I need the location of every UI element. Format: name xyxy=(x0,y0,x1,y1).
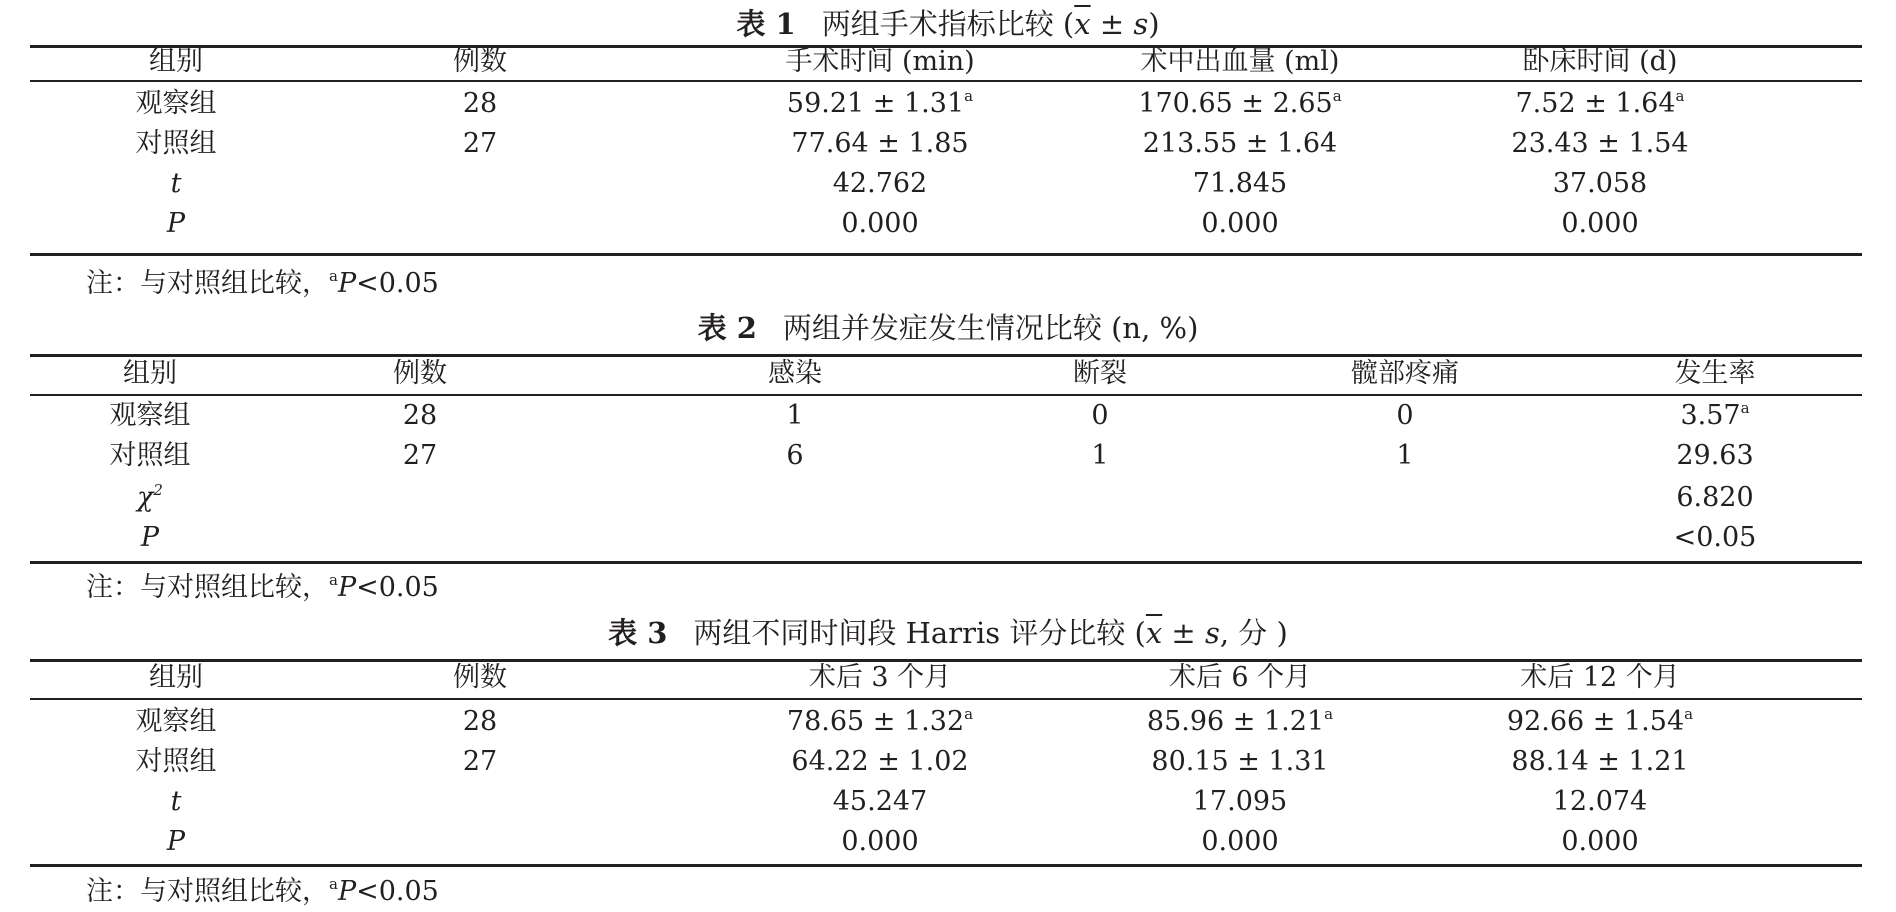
table2-cell-n: 27 xyxy=(402,440,438,471)
table3-caption xyxy=(0,615,1896,651)
table2-cell-c4 xyxy=(1630,518,1800,558)
significance-mark: a xyxy=(964,705,974,723)
table2-cell-group xyxy=(80,478,220,518)
table1-value: 37.058 xyxy=(1552,168,1648,199)
table1-value: 42.762 xyxy=(832,168,928,199)
table3-row xyxy=(30,702,1862,742)
table3-value: 88.14 ± 1.21 xyxy=(1511,746,1689,777)
table1-cell-n xyxy=(420,164,540,204)
table3-cell-n: 28 xyxy=(462,706,498,737)
table2-cell-c2: 1 xyxy=(1091,440,1109,471)
table3-value: 0.000 xyxy=(1201,826,1279,857)
table3-cell-c2 xyxy=(1070,822,1410,862)
table1-value: 213.55 ± 1.64 xyxy=(1142,128,1338,159)
table1-cell-c2 xyxy=(1070,124,1410,164)
table2-cell-c2: 0 xyxy=(1091,400,1109,431)
table3-row xyxy=(30,742,1862,782)
table2-value: <0.05 xyxy=(1673,522,1757,553)
table2-cell-c1 xyxy=(730,518,860,558)
table2-row xyxy=(30,396,1862,436)
table1-value: 59.21 ± 1.31 xyxy=(786,88,965,119)
table3-value: 0.000 xyxy=(1561,826,1639,857)
note-sup: a xyxy=(329,267,338,285)
significance-mark: a xyxy=(964,87,974,105)
table1-header-c3: 卧床时间 (d) xyxy=(1522,46,1678,77)
table3-cell-n: 27 xyxy=(462,746,498,777)
table3-header-c3: 术后 12 个月 xyxy=(1520,662,1680,693)
table1-cell-group: 观察组 xyxy=(135,88,217,119)
table2-cell-n: 28 xyxy=(402,400,438,431)
table1-value: 7.52 ± 1.64 xyxy=(1515,88,1676,119)
note-threshold: <0.05 xyxy=(356,876,439,907)
table2-row xyxy=(30,478,1862,518)
table1-row xyxy=(30,124,1862,164)
table3-header-row xyxy=(30,658,1862,698)
table3-cell-c2 xyxy=(1070,742,1410,782)
note-p: P xyxy=(337,876,357,907)
table2-cell-c3 xyxy=(1320,518,1490,558)
table3-value: 64.22 ± 1.02 xyxy=(791,746,969,777)
table2-cell-group: 对照组 xyxy=(109,440,191,471)
table3-cell-c1 xyxy=(710,782,1050,822)
table1-title-sd-symbol: s xyxy=(1133,7,1149,41)
table2-cell-c2 xyxy=(1035,518,1165,558)
table2-cell-c3 xyxy=(1320,478,1490,518)
note-prefix: 注：与对照组比较， xyxy=(86,876,329,907)
table1-title-plusminus: ± xyxy=(1090,7,1134,41)
table3-cell-c2 xyxy=(1070,782,1410,822)
table2-cell-c4 xyxy=(1630,396,1800,436)
table1-cell-c3 xyxy=(1430,84,1770,124)
table1-cell-n: 28 xyxy=(462,88,498,119)
table3-cell-n xyxy=(420,782,540,822)
table1-header-group: 组别 xyxy=(149,46,203,77)
table2-header-group: 组别 xyxy=(123,358,177,389)
table3-note xyxy=(86,874,439,910)
table1-cell-c1 xyxy=(710,84,1050,124)
table1-value: 0.000 xyxy=(1561,208,1639,239)
table3-value: 45.247 xyxy=(832,786,928,817)
note-prefix: 注：与对照组比较， xyxy=(86,268,329,299)
table1-bottom-rule xyxy=(30,253,1862,256)
table2-header-c4: 发生率 xyxy=(1674,358,1756,389)
table1-header-row xyxy=(30,42,1862,82)
table1-cell-group: P xyxy=(166,208,186,239)
table1-title-end: ) xyxy=(1148,7,1160,41)
table2-header-row xyxy=(30,354,1862,394)
table2-cell-n xyxy=(360,518,480,558)
chi-square-symbol: χ xyxy=(137,482,154,513)
table3-value: 78.65 ± 1.32 xyxy=(786,706,965,737)
table3-value: 85.96 ± 1.21 xyxy=(1146,706,1325,737)
table1-value: 71.845 xyxy=(1192,168,1288,199)
table3-title-end: , 分 ) xyxy=(1219,616,1288,650)
table1-value: 23.43 ± 1.54 xyxy=(1511,128,1689,159)
table3-cell-group: t xyxy=(170,786,182,817)
table1-label: 表 1 xyxy=(736,7,796,41)
table2-row xyxy=(30,436,1862,476)
table2-header-c3: 髋部疼痛 xyxy=(1351,358,1459,389)
table2-cell-c1: 6 xyxy=(786,440,804,471)
table2-value: 6.820 xyxy=(1676,482,1754,513)
table1-row xyxy=(30,84,1862,124)
table1-cell-c1 xyxy=(710,124,1050,164)
table2-cell-group: P xyxy=(140,522,160,553)
table1-title: 两组手术指标比较 ( xyxy=(821,7,1075,41)
table3-value: 12.074 xyxy=(1552,786,1648,817)
significance-mark: a xyxy=(1324,705,1334,723)
significance-mark: a xyxy=(1740,399,1750,417)
table3-cell-c1 xyxy=(710,742,1050,782)
table1-cell-n xyxy=(420,204,540,244)
table3-title: 两组不同时间段 Harris 评分比较 ( xyxy=(693,616,1146,650)
table2-value: 29.63 xyxy=(1676,440,1754,471)
table1-row xyxy=(30,164,1862,204)
table1-value: 170.65 ± 2.65 xyxy=(1138,88,1333,119)
table1-cell-n: 27 xyxy=(462,128,498,159)
table1-header-c2: 术中出血量 (ml) xyxy=(1140,46,1340,77)
table2-cell-c1 xyxy=(730,478,860,518)
table2-value: 3.57 xyxy=(1680,400,1741,431)
table2-caption xyxy=(0,310,1896,346)
table3-label: 表 3 xyxy=(608,616,668,650)
table1-note xyxy=(86,266,439,302)
table3-header-n: 例数 xyxy=(453,662,507,693)
table3-cell-group: 观察组 xyxy=(135,706,217,737)
table2-header-c2: 断裂 xyxy=(1073,358,1127,389)
table3-cell-c2 xyxy=(1070,702,1410,742)
table1-cell-group: 对照组 xyxy=(135,128,217,159)
significance-mark: a xyxy=(1684,705,1694,723)
table2-cell-n xyxy=(360,478,480,518)
table2-cell-group: 观察组 xyxy=(109,400,191,431)
table3-row xyxy=(30,782,1862,822)
significance-mark: a xyxy=(1675,87,1685,105)
table3-title-mean-symbol: $\overline{x}$ xyxy=(1145,616,1163,650)
table2-cell-c2 xyxy=(1035,478,1165,518)
table3-bottom-rule xyxy=(30,864,1862,867)
note-sup: a xyxy=(329,571,338,589)
table3-header-c2: 术后 6 个月 xyxy=(1168,662,1312,693)
table1-cell-c3 xyxy=(1430,164,1770,204)
table3-header-group: 组别 xyxy=(149,662,203,693)
table3-value: 80.15 ± 1.31 xyxy=(1151,746,1329,777)
table2-cell-c4 xyxy=(1630,478,1800,518)
table1-caption xyxy=(0,6,1896,42)
table1-cell-c3 xyxy=(1430,124,1770,164)
table3-cell-group: 对照组 xyxy=(135,746,217,777)
table1-cell-c3 xyxy=(1430,204,1770,244)
significance-mark: a xyxy=(1332,87,1342,105)
table1-header-c1: 手术时间 (min) xyxy=(785,46,975,77)
table3-cell-c3 xyxy=(1430,742,1770,782)
table1-cell-c2 xyxy=(1070,204,1410,244)
table1-title-mean-symbol: $\overline{x}$ xyxy=(1074,7,1091,41)
note-threshold: <0.05 xyxy=(356,268,439,299)
table2-cell-c3: 1 xyxy=(1396,440,1414,471)
table3-value: 0.000 xyxy=(841,826,919,857)
table3-title-plusminus: ± xyxy=(1162,616,1205,650)
table3-cell-c1 xyxy=(710,702,1050,742)
table2-title: 两组并发症发生情况比较 (n, %) xyxy=(782,311,1199,345)
table3-value: 92.66 ± 1.54 xyxy=(1506,706,1685,737)
table3-cell-n xyxy=(420,822,540,862)
table2-note xyxy=(86,570,439,606)
table3-cell-c3 xyxy=(1430,822,1770,862)
table2-label: 表 2 xyxy=(697,311,757,345)
table2-header-n: 例数 xyxy=(393,358,447,389)
note-sup: a xyxy=(329,875,338,893)
table2-cell-c4 xyxy=(1630,436,1800,476)
table1-cell-c1 xyxy=(710,204,1050,244)
table1-cell-c2 xyxy=(1070,84,1410,124)
table2-cell-c1: 1 xyxy=(786,400,804,431)
table3-header-c1: 术后 3 个月 xyxy=(808,662,952,693)
table3-value: 17.095 xyxy=(1192,786,1288,817)
table1-cell-c2 xyxy=(1070,164,1410,204)
table1-value: 77.64 ± 1.85 xyxy=(791,128,969,159)
table3-cell-group: P xyxy=(166,826,186,857)
note-p: P xyxy=(337,572,357,603)
table3-cell-c1 xyxy=(710,822,1050,862)
table1-value: 0.000 xyxy=(841,208,919,239)
table3-row xyxy=(30,822,1862,862)
note-prefix: 注：与对照组比较， xyxy=(86,572,329,603)
table1-cell-group: t xyxy=(170,168,182,199)
table3-header-rule xyxy=(30,698,1862,700)
table2-cell-c3: 0 xyxy=(1396,400,1414,431)
table2-row xyxy=(30,518,1862,558)
note-threshold: <0.05 xyxy=(356,572,439,603)
table2-header-c1: 感染 xyxy=(768,358,822,389)
chi-square-exponent: 2 xyxy=(153,481,163,499)
table3-title-sd-symbol: s xyxy=(1204,616,1220,650)
table3-cell-c3 xyxy=(1430,702,1770,742)
table3-cell-c3 xyxy=(1430,782,1770,822)
table1-header-rule xyxy=(30,80,1862,82)
table1-row xyxy=(30,204,1862,244)
table1-cell-c1 xyxy=(710,164,1050,204)
table2-bottom-rule xyxy=(30,561,1862,564)
table1-value: 0.000 xyxy=(1201,208,1279,239)
note-p: P xyxy=(337,268,357,299)
table1-header-n: 例数 xyxy=(453,46,507,77)
